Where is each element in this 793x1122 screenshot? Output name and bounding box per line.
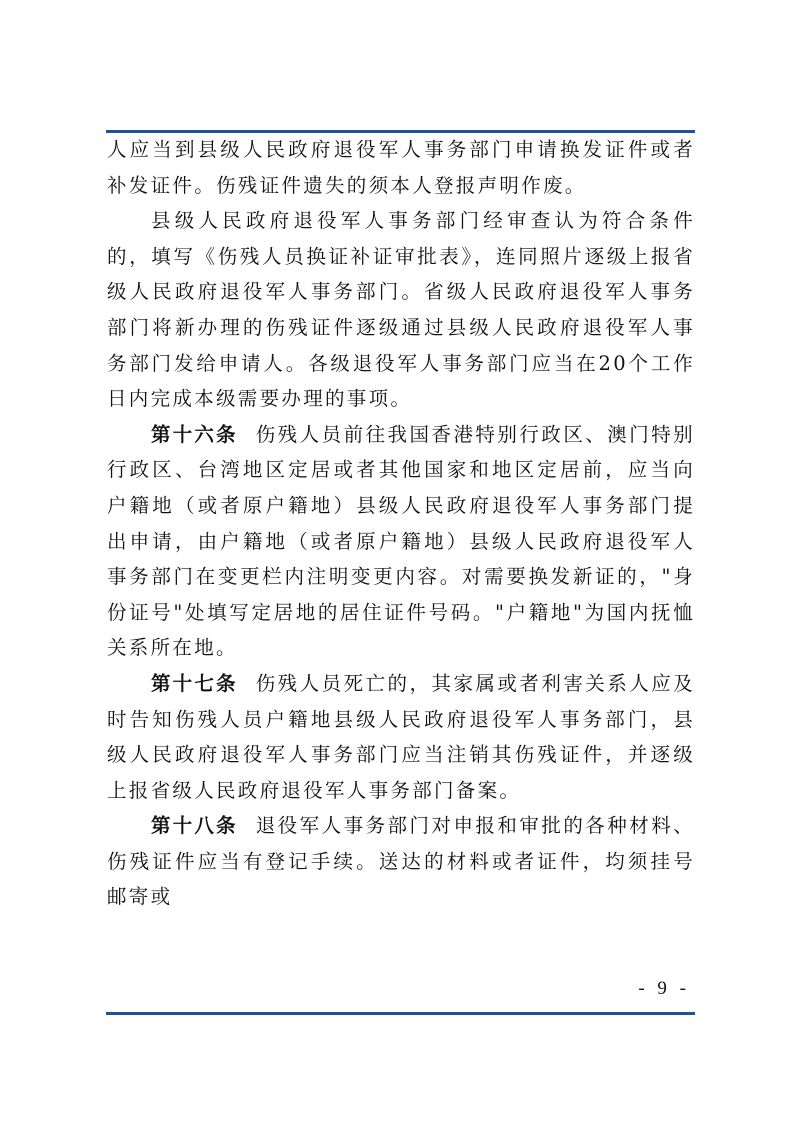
article-heading: 第十六条 — [151, 422, 238, 446]
footer-rule — [106, 1012, 695, 1015]
article-18 — [107, 808, 695, 915]
article-text: 伤残人员死亡的，其家属或者利害关系人应及时告知伤残人员户籍地县级人民政府退役军人事务部门，县级人民政府退役军人事务部门应当注销其伤残证件，并逐级上报省级人民政府退役军人事务部门备案。 — [107, 671, 695, 802]
paragraph-continuation — [107, 132, 695, 203]
article-heading: 第十八条 — [151, 814, 238, 838]
paragraph-text: 人应当到县级人民政府退役军人事务部门申请换发证件或者补发证件。伤残证件遗失的须本人登报声明作废。 — [107, 138, 695, 197]
article-text: 退役军人事务部门对申报和审批的各种材料、伤残证件应当有登记手续。送达的材料或者证件，均须挂号邮寄或 — [107, 814, 695, 909]
article-heading: 第十七条 — [151, 671, 238, 695]
article-17 — [107, 666, 695, 808]
document-body — [107, 132, 695, 915]
page-number: - 9 - — [638, 978, 690, 999]
article-text: 伤残人员前往我国香港特别行政区、澳门特别行政区、台湾地区定居或者其他国家和地区定居前，应当向户籍地（或者原户籍地）县级人民政府退役军人事务部门提出申请，由户籍地（或者原户籍地）县级人民政府退役军人事务部门在变更栏内注明变更内容。对需要换发新证的，"身份证号"处填写定居地的居住证件号码。"户籍地"为国内抚恤关系所在地。 — [107, 422, 695, 660]
article-16 — [107, 417, 695, 666]
paragraph-review — [107, 203, 695, 417]
paragraph-text: 县级人民政府退役军人事务部门经审查认为符合条件的，填写《伤残人员换证补证审批表》，连同照片逐级上报省级人民政府退役军人事务部门。省级人民政府退役军人事务部门将新办理的伤残证件逐级通过县级人民政府退役军人事务部门发给申请人。各级退役军人事务部门应当在20个工作日内完成本级需要办理的事项。 — [107, 209, 695, 411]
